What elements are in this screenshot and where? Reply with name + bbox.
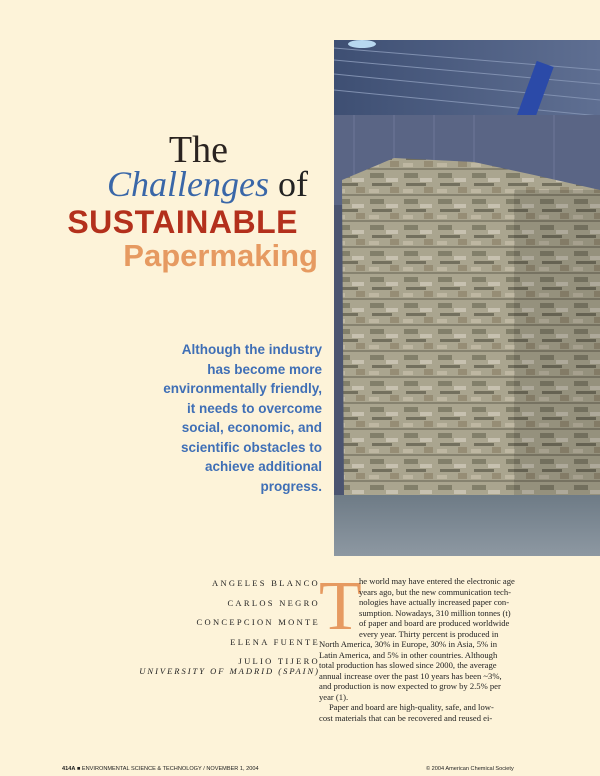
body-text — [319, 568, 537, 723]
body-line: years ago, but the new communication tech- — [359, 586, 512, 597]
title-challenges-word: Challenges — [107, 164, 269, 204]
title-line-sustainable: SUSTAINABLE — [67, 204, 298, 240]
deck-line: achieve additional — [204, 459, 322, 474]
title-line-challenges — [0, 166, 308, 202]
body-line: cost materials that can be recovered and reused ei- — [319, 712, 493, 723]
deck-line: progress. — [260, 478, 322, 494]
author-name: JULIO TIJERO — [238, 656, 320, 666]
author-list — [139, 578, 320, 676]
body-line: total production has slowed since 2000, the average — [319, 660, 497, 670]
author-name: CONCEPCION MONTE — [196, 617, 320, 627]
body-line: year (1). — [319, 691, 349, 702]
deck-line: has become more — [207, 361, 322, 377]
footer-copyright: © 2004 American Chemical Society — [426, 766, 514, 772]
body-line: he world may have entered the electronic age — [359, 576, 515, 586]
title-line-the: The — [168, 129, 228, 171]
body-line: North America, 30% in Europe, 30% in Asia, 5% in — [319, 639, 498, 649]
page-number: 414A — [62, 766, 76, 772]
recycled-paper-bales-photo — [334, 40, 600, 556]
deck-line: social, economic, and — [181, 420, 322, 435]
deck-line: Although the industry — [181, 342, 322, 357]
body-line: of paper and board are produced worldwide — [359, 618, 510, 628]
body-line: and production is now expected to grow by 2.5% per — [319, 681, 501, 691]
deck-line: it needs to overcome — [186, 400, 322, 416]
author-name: ANGELES BLANCO — [212, 578, 320, 588]
title-of-word: of — [269, 164, 308, 204]
body-line: annual increase over the past 10 years has been ~3%, — [319, 670, 502, 681]
square-icon: ■ — [76, 766, 81, 772]
author-affiliation: UNIVERSITY OF MADRID (SPAIN) — [139, 665, 320, 676]
author-name: CARLOS NEGRO — [227, 597, 320, 608]
drop-cap: T — [319, 568, 362, 645]
body-line: Latin America, and 5% in other countries. Although — [319, 649, 498, 660]
author-name: ELENA FUENTE — [230, 636, 320, 647]
journal-info: ENVIRONMENTAL SCIENCE & TECHNOLOGY / NOVEMBER 1, 2004 — [81, 766, 259, 772]
body-line: sumption. Nowadays, 310 million tonnes (t) — [359, 607, 511, 618]
footer-journal — [62, 766, 259, 772]
deck-line: scientific obstacles to — [180, 439, 322, 455]
title-line-papermaking: Papermaking — [123, 238, 318, 273]
photo-illustration — [334, 40, 600, 556]
article-deck — [110, 340, 322, 496]
deck-line: environmentally friendly, — [163, 381, 322, 396]
body-line: every year. Thirty percent is produced in — [359, 628, 499, 639]
body-line: nologies have actually increased paper con- — [359, 597, 510, 607]
body-line: Paper and board are high-quality, safe, and low- — [329, 702, 494, 712]
